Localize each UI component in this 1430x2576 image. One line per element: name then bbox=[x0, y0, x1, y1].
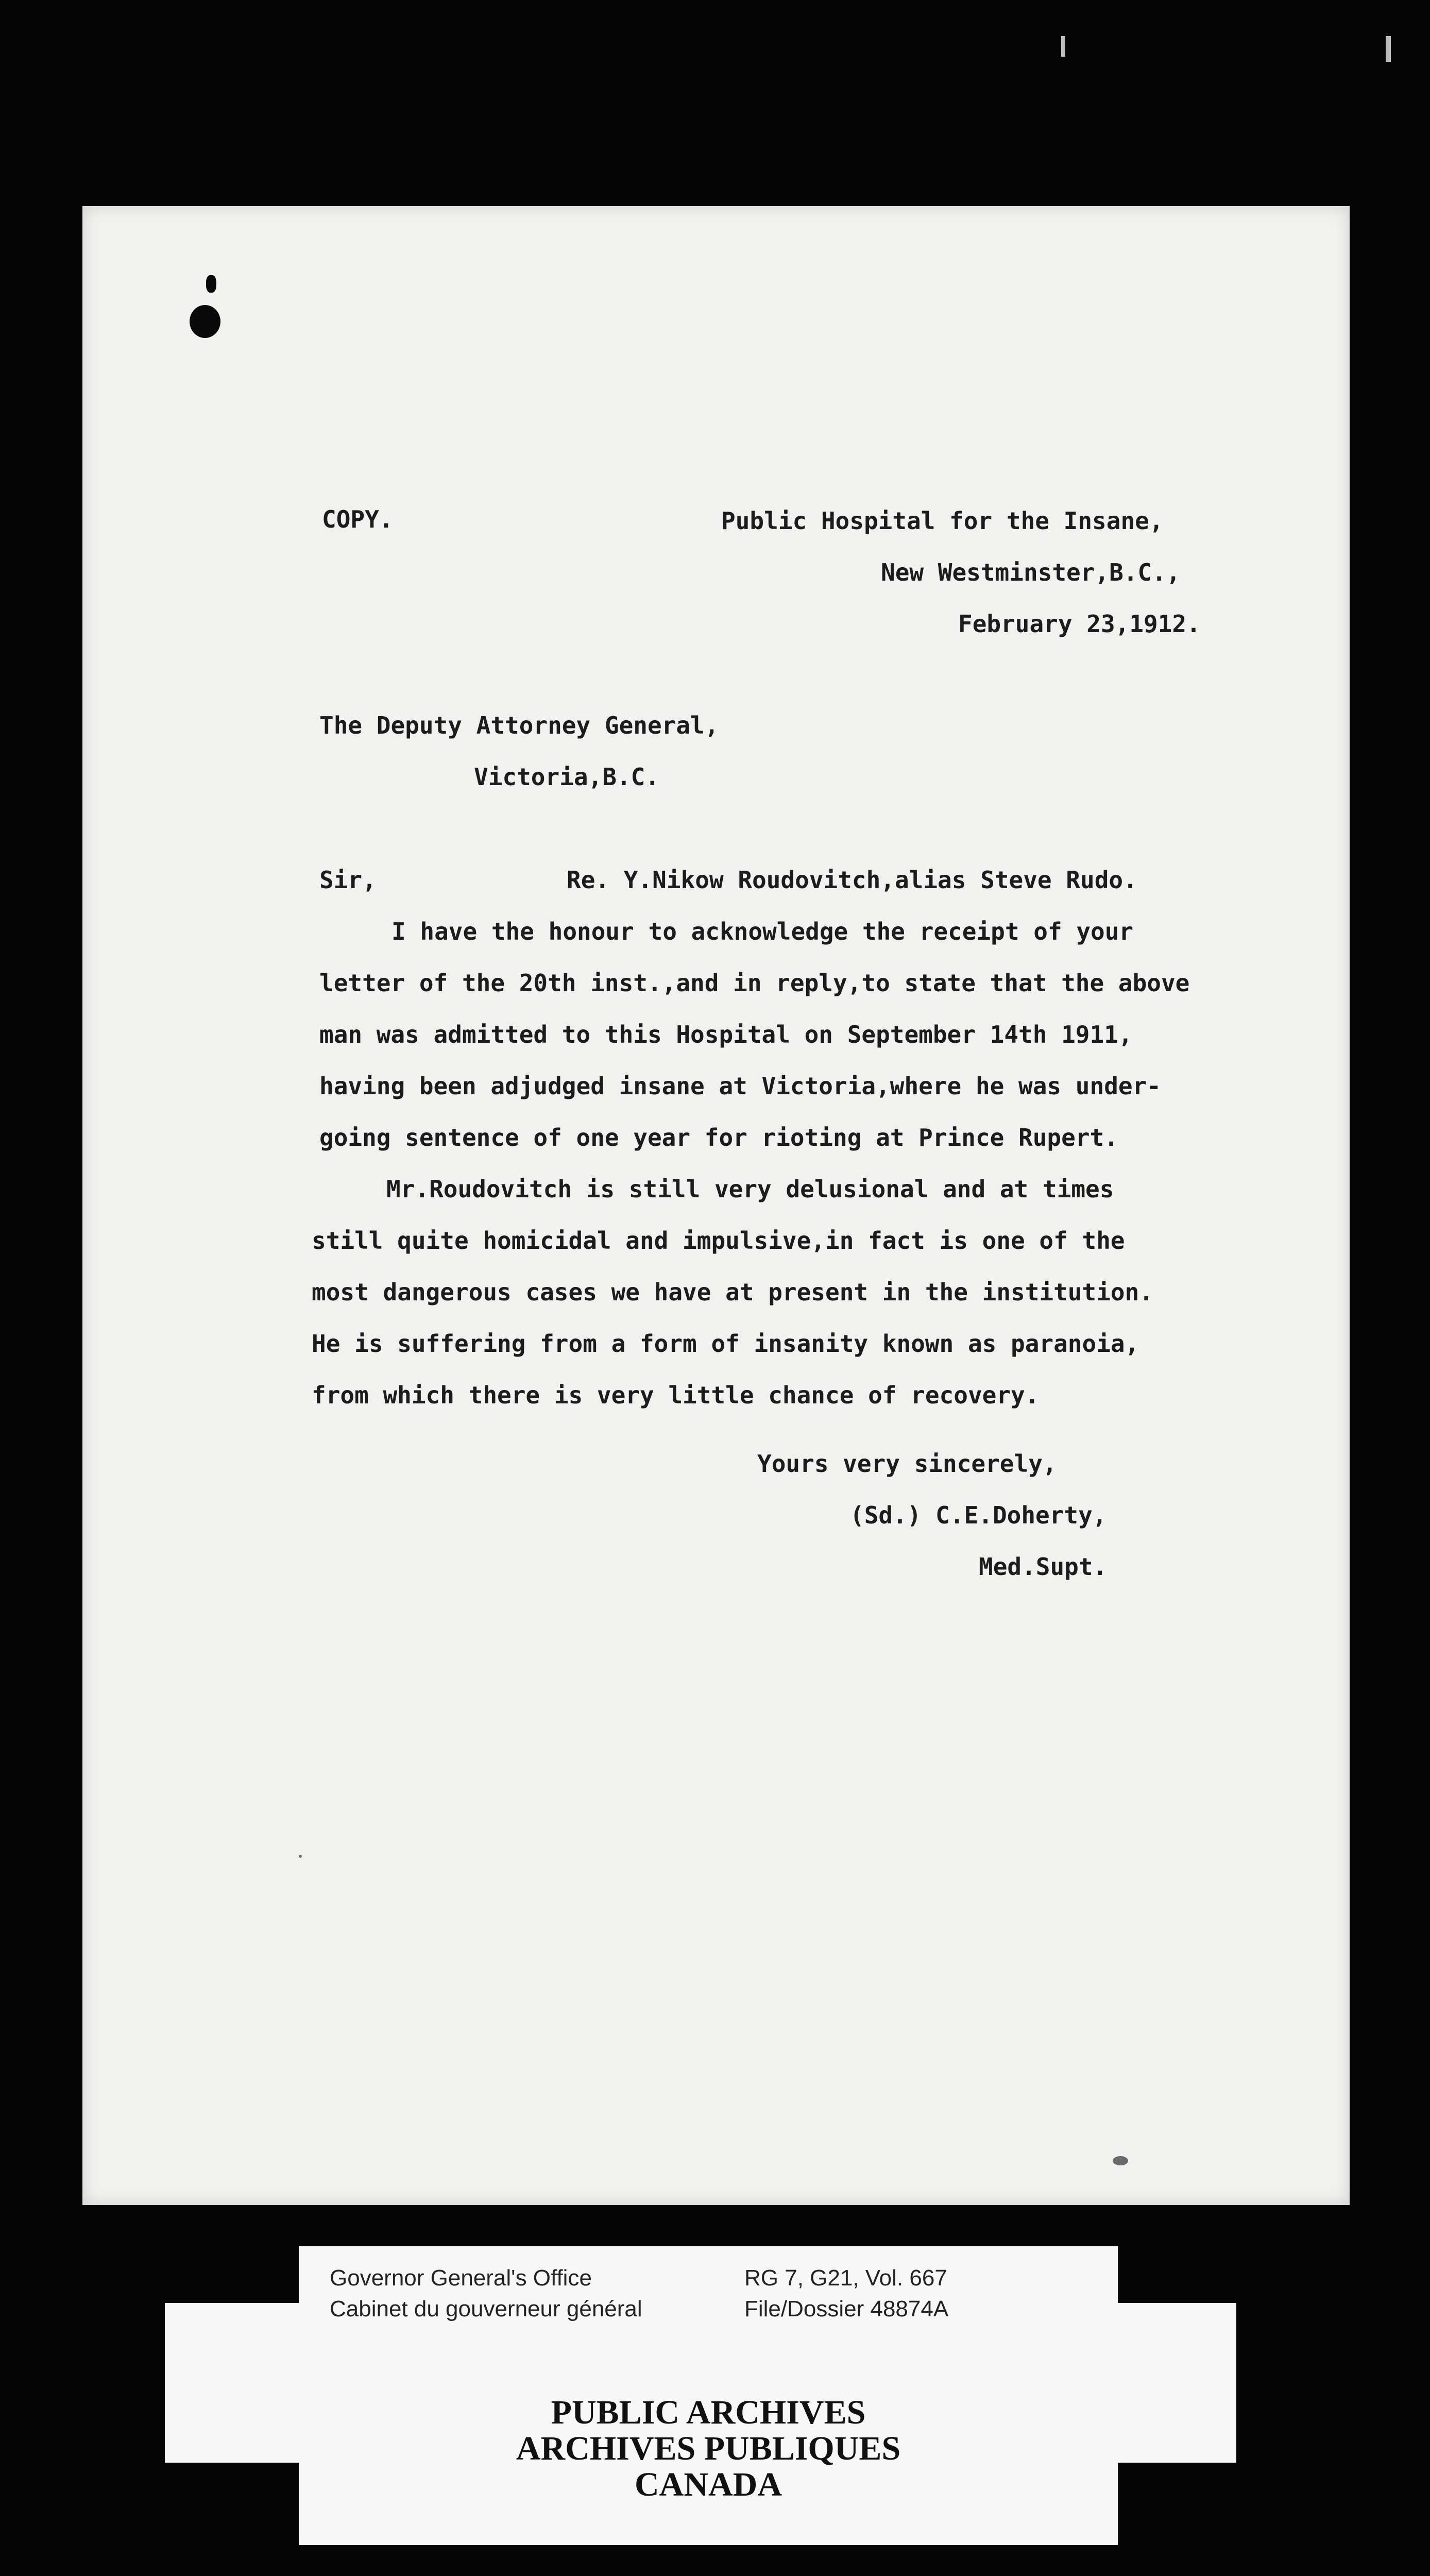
subject-line: Re. Y.Nikow Roudovitch,alias Steve Rudo. bbox=[567, 866, 1137, 894]
office-name-en: Governor General's Office bbox=[330, 2265, 592, 2291]
archives-country: CANADA bbox=[635, 2466, 782, 2503]
body-line: still quite homicidal and impulsive,in fact is one of the bbox=[312, 1227, 1125, 1255]
archive-label-bottom bbox=[299, 2349, 1118, 2545]
body-line: man was admitted to this Hospital on September 14th 1911, bbox=[319, 1021, 1133, 1048]
body-line: going sentence of one year for rioting at Prince Rupert. bbox=[319, 1124, 1118, 1151]
archive-label-top bbox=[299, 2246, 1118, 2349]
record-group-reference: RG 7, G21, Vol. 667 bbox=[744, 2265, 947, 2291]
archives-name-en: PUBLIC ARCHIVES bbox=[551, 2394, 866, 2431]
signature: (Sd.) C.E.Doherty, bbox=[850, 1501, 1107, 1529]
salutation: Sir, bbox=[319, 866, 377, 894]
archives-name-fr: ARCHIVES PUBLIQUES bbox=[516, 2430, 901, 2467]
body-line: having been adjudged insane at Victoria,where he was under- bbox=[319, 1072, 1161, 1100]
office-name-fr: Cabinet du gouverneur général bbox=[330, 2296, 642, 2321]
body-line: most dangerous cases we have at present in the institution. bbox=[312, 1278, 1153, 1306]
recipient-line-2: Victoria,B.C. bbox=[474, 763, 660, 791]
closing: Yours very sincerely, bbox=[757, 1450, 1057, 1478]
archive-label-right-tab bbox=[1113, 2303, 1236, 2463]
letter-page bbox=[82, 206, 1350, 2205]
ink-speck bbox=[299, 1855, 302, 1858]
file-number: File/Dossier 48874A bbox=[744, 2296, 949, 2321]
recipient-line-1: The Deputy Attorney General, bbox=[319, 711, 719, 739]
punch-hole bbox=[190, 305, 220, 338]
frame-mark bbox=[1061, 36, 1065, 57]
body-line: from which there is very little chance of recovery. bbox=[312, 1381, 1040, 1409]
body-line: Mr.Roudovitch is still very delusional and at times bbox=[386, 1175, 1114, 1203]
body-line: He is suffering from a form of insanity known as paranoia, bbox=[312, 1330, 1139, 1358]
letter-date: February 23,1912. bbox=[958, 610, 1201, 638]
body-line: letter of the 20th inst.,and in reply,to state that the above bbox=[319, 969, 1190, 997]
ink-speck bbox=[1113, 2156, 1128, 2165]
frame-mark bbox=[1386, 36, 1391, 62]
archive-label-left-tab bbox=[165, 2303, 299, 2463]
copy-mark: COPY. bbox=[322, 505, 394, 533]
sender-line-2: New Westminster,B.C., bbox=[881, 558, 1181, 586]
punch-hole bbox=[206, 275, 216, 293]
signature-title: Med.Supt. bbox=[979, 1553, 1108, 1581]
sender-line-1: Public Hospital for the Insane, bbox=[721, 507, 1164, 535]
body-line: I have the honour to acknowledge the receipt of your bbox=[391, 918, 1134, 945]
